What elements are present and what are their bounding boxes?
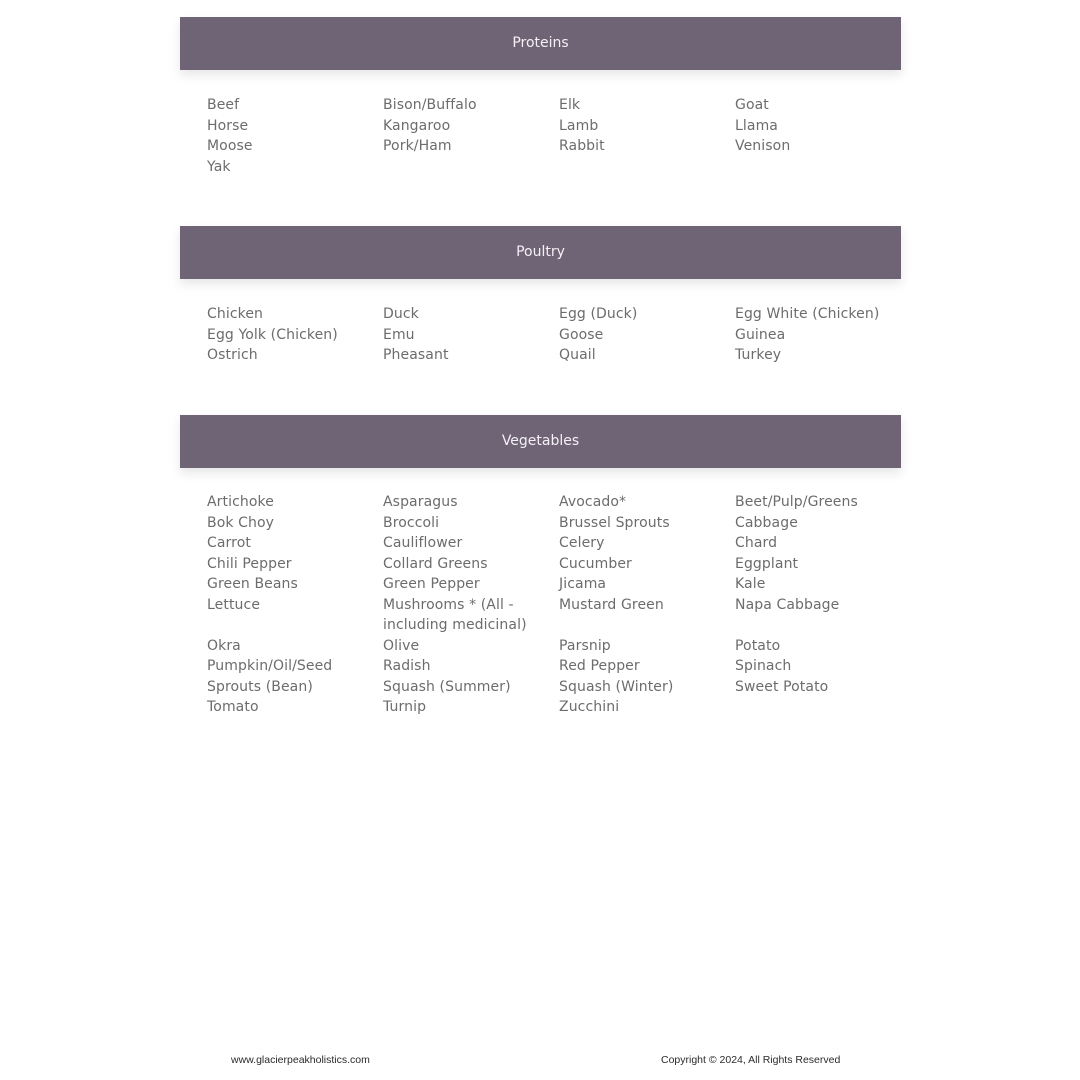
proteins-header: Proteins xyxy=(180,17,901,70)
list-item: Pheasant xyxy=(383,347,449,363)
list-item: Pork/Ham xyxy=(383,138,452,154)
list-item: Ostrich xyxy=(207,347,258,363)
list-item: Lamb xyxy=(559,117,599,134)
list-item: Celery xyxy=(559,535,605,551)
list-item: Kale xyxy=(735,576,766,592)
list-item: Artichoke xyxy=(207,494,274,510)
list-item: Avocado* xyxy=(559,494,627,510)
list-item: Green Beans xyxy=(207,576,298,592)
list-item: Egg Yolk (Chicken) xyxy=(207,326,338,343)
list-item: Red Pepper xyxy=(559,658,640,674)
vegetables-list xyxy=(207,492,911,718)
list-item: Moose xyxy=(207,138,253,154)
list-item: Beet/Pulp/Greens xyxy=(735,494,858,510)
list-item: Duck xyxy=(383,306,419,322)
list-item: Spinach xyxy=(735,658,792,674)
list-item: Beef xyxy=(207,97,240,113)
list-item: Guinea xyxy=(735,326,786,343)
list-item: Venison xyxy=(735,138,791,154)
list-item: Olive xyxy=(383,637,420,654)
list-item: Brussel Sprouts xyxy=(559,514,670,531)
list-item: Sweet Potato xyxy=(735,678,829,695)
list-item: Yak xyxy=(207,158,231,175)
list-item: Bison/Buffalo xyxy=(383,97,477,113)
list-item: Quail xyxy=(559,347,596,363)
list-item: Egg White (Chicken) xyxy=(735,306,880,322)
footer-website: www.glacierpeakholistics.com xyxy=(231,1054,370,1066)
list-item: Cabbage xyxy=(735,514,798,531)
list-item: Parsnip xyxy=(559,637,611,654)
list-item: Turnip xyxy=(383,699,427,715)
list-item: Chard xyxy=(735,535,778,551)
list-item: Llama xyxy=(735,117,778,134)
list-item: Emu xyxy=(383,326,415,343)
list-item: Pumpkin/Oil/Seed xyxy=(207,658,333,674)
poultry-list xyxy=(207,304,911,366)
list-item: Eggplant xyxy=(735,555,799,572)
list-item: Asparagus xyxy=(383,494,458,510)
list-item: Goat xyxy=(735,97,769,113)
list-item: Egg (Duck) xyxy=(559,306,638,322)
list-item: Chicken xyxy=(207,306,264,322)
list-item: Napa Cabbage xyxy=(735,596,840,613)
list-item: Sprouts (Bean) xyxy=(207,678,313,695)
list-item: Rabbit xyxy=(559,138,605,154)
proteins-list xyxy=(207,95,911,177)
list-item: Goose xyxy=(559,326,604,343)
list-item: Bok Choy xyxy=(207,514,275,531)
list-item: Potato xyxy=(735,637,781,654)
list-item: Radish xyxy=(383,658,431,674)
list-item: Squash (Winter) xyxy=(559,678,674,695)
list-item: Green Pepper xyxy=(383,576,480,592)
list-item: Elk xyxy=(559,97,581,113)
poultry-header: Poultry xyxy=(180,226,901,279)
list-item: Squash (Summer) xyxy=(383,678,511,695)
list-item: Mustard Green xyxy=(559,596,664,613)
list-item: Lettuce xyxy=(207,596,261,613)
footer-copyright: Copyright © 2024, All Rights Reserved xyxy=(661,1054,841,1066)
vegetables-header: Vegetables xyxy=(180,415,901,468)
list-item: Cucumber xyxy=(559,555,632,572)
list-item: Kangaroo xyxy=(383,117,451,134)
list-item: Horse xyxy=(207,117,249,134)
list-item: Cauliflower xyxy=(383,535,463,551)
list-item: Collard Greens xyxy=(383,555,488,572)
list-item: Chili Pepper xyxy=(207,555,292,572)
list-item: Okra xyxy=(207,637,241,654)
list-item: Carrot xyxy=(207,535,251,551)
list-item: Broccoli xyxy=(383,514,440,531)
list-item: Turkey xyxy=(735,347,782,363)
list-item: Tomato xyxy=(207,699,259,715)
list-item: Zucchini xyxy=(559,699,620,715)
list-item: Jicama xyxy=(559,576,607,592)
list-item: Mushrooms * (All - including medicinal) xyxy=(383,596,527,633)
